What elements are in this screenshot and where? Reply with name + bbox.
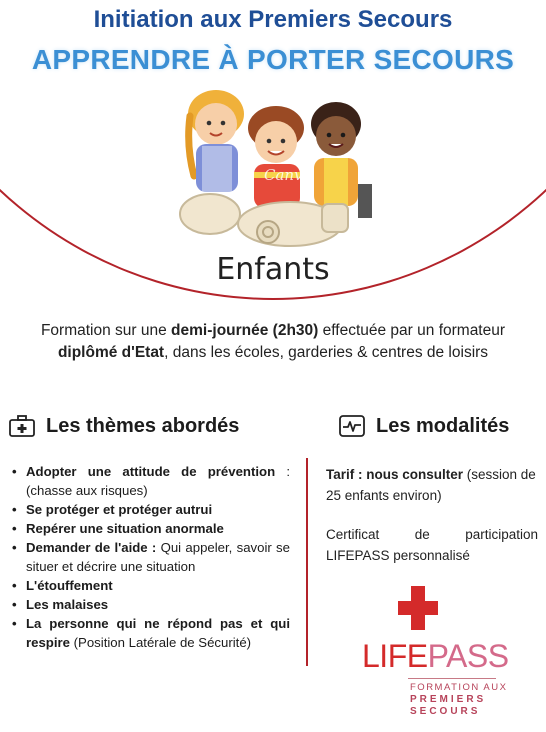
logo-wordmark: [362, 638, 509, 675]
intro-text-2: effectuée par un formateur: [318, 322, 506, 339]
red-cross-icon: [398, 586, 438, 630]
lifepass-logo: [356, 586, 512, 726]
modalites-title: Les modalités: [376, 414, 510, 437]
children-cpr-illustration: [172, 86, 372, 252]
canva-watermark: Canva: [264, 166, 312, 184]
theme-item-detail: (Position Latérale de Sécurité): [70, 635, 252, 650]
page-subtitle: APPRENDRE À PORTER SECOURS: [31, 44, 515, 75]
logo-pass: PASS: [427, 638, 509, 674]
tarif-detail: (session de 25 enfants environ): [326, 467, 536, 503]
intro-paragraph: [10, 320, 536, 364]
theme-item-detail: Qui appeler, savoir se situer et décrire une situation: [26, 540, 290, 574]
logo-life: LIFE: [362, 638, 428, 674]
theme-item: [10, 500, 290, 519]
modalites-heading: [338, 414, 509, 438]
logo-tagline-2: PREMIERS: [410, 694, 487, 705]
heartbeat-monitor-icon: [338, 414, 366, 438]
intro-text-1: Formation sur une: [40, 322, 172, 339]
theme-item: [10, 614, 290, 652]
theme-item: [10, 519, 290, 538]
themes-title: Les thèmes abordés: [46, 414, 240, 437]
audience-label: Enfants: [216, 252, 330, 287]
theme-item-detail: : (chasse aux risques): [26, 464, 291, 498]
themes-heading: [8, 414, 239, 438]
theme-item: [10, 595, 290, 614]
theme-item-title: Demander de l'aide :: [26, 540, 157, 555]
tarif-paragraph: [326, 464, 538, 506]
page-title: Initiation aux Premiers Secours: [93, 6, 453, 33]
themes-list: [10, 462, 290, 652]
theme-item: [10, 576, 290, 595]
theme-item-title: La personne qui ne répond pas et qui respire: [26, 616, 290, 650]
theme-item-title: Les malaises: [26, 597, 109, 612]
tarif-label: Tarif : nous consulter: [326, 467, 464, 482]
theme-item-title: Se protéger et protéger autrui: [26, 502, 213, 517]
theme-item: [10, 538, 290, 576]
intro-text-3: , dans les écoles, garderies & centres de loisirs: [164, 344, 489, 361]
column-divider: [306, 458, 308, 666]
logo-divider: [408, 678, 496, 679]
logo-tagline-1: FORMATION AUX: [410, 682, 508, 693]
intro-trainer: diplômé d'Etat: [57, 344, 165, 361]
intro-duration: demi-journée (2h30): [171, 322, 319, 339]
theme-item-title: Adopter une attitude de prévention: [26, 464, 276, 479]
theme-item-title: Repérer une situation anormale: [26, 521, 224, 536]
first-aid-kit-icon: [8, 414, 36, 438]
theme-item-title: L'étouffement: [26, 578, 113, 593]
logo-tagline-3: SECOURS: [410, 706, 481, 717]
certificat-paragraph: Certificat de participation LIFEPASS personnalisé: [326, 527, 538, 563]
theme-item: [10, 462, 290, 500]
